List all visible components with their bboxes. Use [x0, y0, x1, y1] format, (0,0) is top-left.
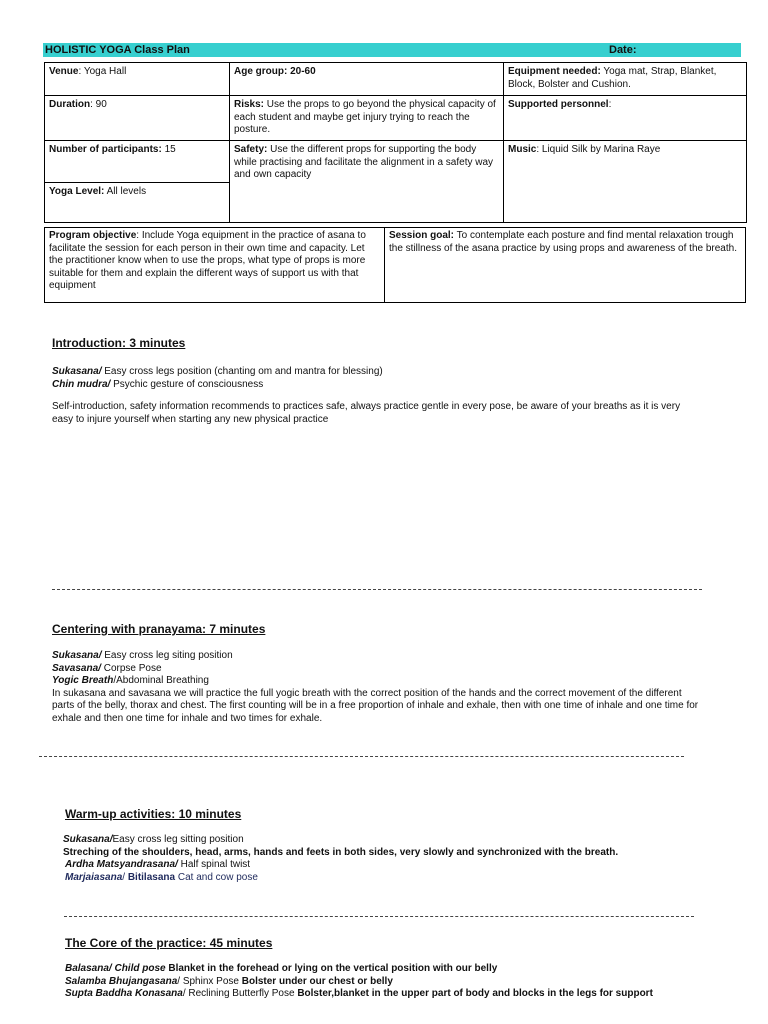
venue-value: : Yoga Hall [78, 66, 127, 77]
warmup-heading: Warm-up activities: 10 minutes [65, 807, 242, 821]
age-label: Age group: 20-60 [234, 66, 316, 77]
dashed-divider [52, 589, 702, 591]
dashed-divider [64, 916, 694, 918]
venue-cell [45, 63, 230, 96]
music-value: : Liquid Silk by Marina Raye [536, 144, 661, 155]
centering-heading: Centering with pranayama: 7 minutes [52, 622, 266, 636]
warmup-section [63, 834, 723, 884]
core-heading: The Core of the practice: 45 minutes [65, 936, 273, 950]
participants-label: Number of participants: [49, 144, 162, 155]
date-label: Date: [609, 44, 637, 56]
duration-label: Duration [49, 99, 91, 110]
personnel-label: Supported personnel [508, 99, 609, 110]
duration-value: : 90 [90, 99, 107, 110]
risks-value: Use the props to go beyond the physical capacity of each student and maybe get injury trying to reach the posture. [234, 99, 496, 135]
warmup-line-3: Ardha Matsyandrasana/ Half spinal twist [65, 859, 251, 870]
centering-line-2: Savasana/ Corpse Pose [52, 662, 162, 674]
duration-cell [45, 96, 230, 141]
objective-table [44, 227, 746, 303]
risks-cell [230, 96, 504, 141]
title-bar [43, 43, 741, 57]
personnel-cell [504, 96, 747, 141]
goal-value: To contemplate each posture and find mental relaxation trough the stillness of the asana practice by using props and awareness of the breath. [389, 230, 737, 254]
centering-paragraph: In sukasana and savasana we will practice the full yogic breath with the correct position of the hands and the correct movement of the different parts of the belly, thorax and chest. The first counting will be in a free proportion of inhale and exhale, then with one time of inhale and one time for exhale and then one time for inhale and two times for exhale. [52, 687, 699, 724]
objective-label: Program objective [49, 230, 137, 241]
intro-section [52, 366, 702, 426]
objective-cell [45, 228, 385, 303]
core-line-2: Salamba Bhujangasana/ Sphinx Pose Bolster under our chest or belly [65, 975, 393, 987]
objective-value: : Include Yoga equipment in the practice of asana to facilitate the session for each person in their own time and capacity. Let the practitioner know when to use the props, what type of props is more suitable for them and explain the different ways of support us with that equipment [49, 230, 366, 291]
safety-label: Safety: [234, 144, 268, 155]
centering-line-3: Yogic Breath/Abdominal Breathing [52, 675, 209, 686]
warmup-line-4: Marjaiasana/ Bitilasana Cat and cow pose [65, 871, 258, 883]
dashed-divider [39, 756, 684, 758]
plan-table [44, 62, 747, 223]
level-label: Yoga Level: [49, 186, 105, 197]
participants-value: 15 [161, 144, 176, 155]
music-label: Music [508, 144, 537, 155]
warmup-line-2: Streching of the shoulders, head, arms, hands and feets in both sides, very slowly and synchronized with the breath. [63, 846, 619, 858]
risks-label: Risks: [234, 99, 265, 110]
core-line-1: Balasana/ Child pose Blanket in the forehead or lying on the vertical position with our belly [65, 963, 498, 974]
core-line-3: Supta Baddha Konasana/ Reclining Butterfly Pose Bolster,blanket in the upper part of body and blocks in the legs for support [65, 988, 653, 999]
centering-line-1: Sukasana/ Easy cross leg siting position [52, 650, 233, 661]
intro-paragraph: Self-introduction, safety information recommends to practices safe, always practice gentle in every pose, be aware of your breaths as it is very easy to injure yourself when starting any new physical practice [52, 401, 681, 425]
goal-cell [385, 228, 746, 303]
intro-line-2: Chin mudra/ Psychic gesture of consciousness [52, 378, 264, 390]
participants-cell [45, 141, 230, 183]
warmup-line-1: Sukasana/Easy cross leg sitting position [63, 834, 244, 845]
equipment-cell [504, 63, 747, 96]
age-cell [230, 63, 504, 96]
venue-label: Venue [49, 66, 79, 77]
level-cell [45, 183, 230, 223]
equipment-label: Equipment needed: [508, 66, 601, 77]
intro-line-1: Sukasana/ Easy cross legs position (chanting om and mantra for blessing) [52, 366, 383, 377]
safety-cell [230, 141, 504, 223]
document-title: HOLISTIC YOGA Class Plan [45, 44, 190, 56]
music-cell [504, 141, 747, 223]
safety-value: Use the different props for supporting the body while practising and facilitate the alignment in a safety way and own capacity [234, 144, 494, 180]
intro-heading: Introduction: 3 minutes [52, 336, 186, 350]
core-section [65, 963, 705, 1001]
goal-label: Session goal: [389, 230, 455, 241]
centering-section [52, 650, 704, 725]
personnel-value: : [608, 99, 612, 110]
equipment-value: Yoga mat, Strap, Blanket, Block, Bolster and Cushion. [508, 66, 717, 90]
level-value: All levels [104, 186, 147, 197]
